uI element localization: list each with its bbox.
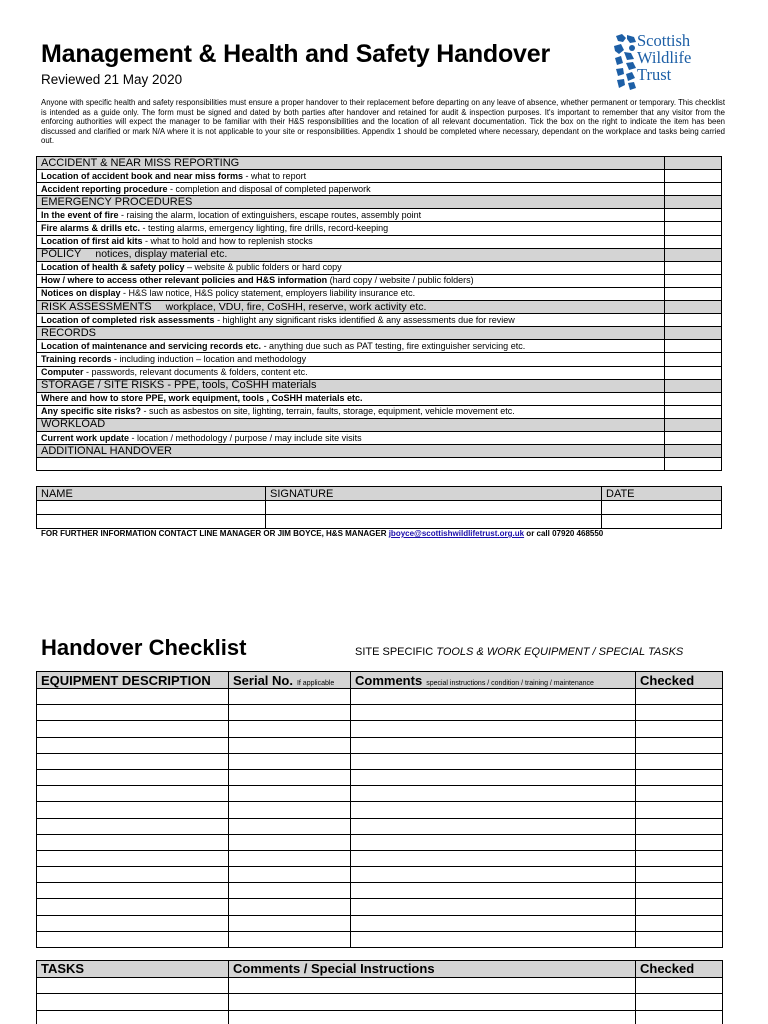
equipment-description-label: EQUIPMENT DESCRIPTION [41,672,211,688]
checklist-row [37,353,722,366]
task-comments-cell[interactable] [229,994,636,1011]
tick-box[interactable] [665,235,722,248]
item-title: Accident reporting procedure [41,183,168,194]
item-description: (hard copy / website / public folders) [327,275,474,286]
equipment-row [37,818,723,834]
checklist-row [37,209,722,222]
checked-header [636,672,723,689]
item-title: Location of completed risk assessments [41,314,215,325]
section-heading [37,196,665,209]
checklist-item [37,209,665,222]
item-title: Where and how to store PPE, work equipment, tools , CoSHH materials etc. [41,393,363,404]
checklist-row [37,170,722,183]
equipment-description-cell[interactable] [37,883,229,899]
section-row [37,418,722,431]
checklist-row [37,222,722,235]
subtitle-plain: SITE SPECIFIC [355,646,437,658]
checked-cell[interactable] [636,883,723,899]
section-label: POLICY [41,248,82,261]
equipment-description-cell[interactable] [37,915,229,931]
serial-no-cell[interactable] [229,721,351,737]
checklist-item [37,287,665,300]
serial-no-note: If applicable [296,679,335,687]
tick-box [665,379,722,392]
tasks-table [36,960,723,1024]
checked-cell[interactable] [636,737,723,753]
task-row [37,1010,723,1024]
checked-cell[interactable] [636,769,723,785]
section-label: EMERGENCY PROCEDURES [41,195,193,208]
serial-no-cell[interactable] [229,818,351,834]
item-description: - H&S law notice, H&S policy statement, employers liability insurance etc. [120,288,416,299]
equipment-description-cell[interactable] [37,867,229,883]
equipment-description-cell[interactable] [37,737,229,753]
equipment-row [37,834,723,850]
checked-cell[interactable] [636,850,723,866]
checklist-row [37,431,722,444]
checklist-item [37,366,665,379]
logo-animals-icon [612,32,640,92]
equipment-description-cell[interactable] [37,834,229,850]
comments-cell[interactable] [351,867,636,883]
comments-cell[interactable] [351,689,636,705]
checked-cell[interactable] [636,721,723,737]
equipment-row [37,705,723,721]
serial-no-cell[interactable] [229,705,351,721]
equipment-description-cell[interactable] [37,753,229,769]
section-heading [37,379,665,392]
item-description: - anything due such as PAT testing, fire extinguisher servicing etc. [261,340,526,351]
comments-cell[interactable] [351,818,636,834]
checklist-item [37,353,665,366]
checklist-title: Handover Checklist [41,635,247,660]
checklist-row [37,235,722,248]
item-title: Computer [41,367,84,378]
equipment-table [36,671,723,948]
serial-no-cell[interactable] [229,899,351,915]
checklist-row [37,405,722,418]
section-row [37,196,722,209]
scottish-wildlife-trust-logo [612,32,724,92]
section-label: RISK ASSESSMENTS [41,300,152,313]
comments-cell[interactable] [351,915,636,931]
task-row [37,994,723,1011]
checklist-row [37,340,722,353]
section-label: ACCIDENT & NEAR MISS REPORTING [41,156,240,169]
item-description: - location / methodology / purpose / may include site visits [129,432,362,443]
tasks-checked-header: Checked [636,961,723,978]
item-description: - including induction – location and methodology [111,353,307,364]
tick-box[interactable] [665,366,722,379]
signature-field[interactable] [266,501,602,515]
task-cell[interactable] [37,994,229,1011]
comments-cell[interactable] [351,737,636,753]
task-row [37,977,723,994]
comments-cell[interactable] [351,786,636,802]
tick-box [665,301,722,314]
section-label: RECORDS [41,326,97,339]
comments-cell[interactable] [351,705,636,721]
section-heading [37,157,665,170]
item-description: - such as asbestos on site, lighting, terrain, faults, storage, equipment, vehicle movement etc. [141,406,515,417]
comments-cell[interactable] [351,802,636,818]
item-description: - raising the alarm, location of extinguishers, escape routes, assembly point [118,209,422,220]
section-row [37,327,722,340]
name-field[interactable] [37,501,266,515]
checked-cell[interactable] [636,915,723,931]
item-description: - completion and disposal of completed paperwork [167,183,371,194]
comments-cell[interactable] [351,834,636,850]
tasks-header: TASKS [37,961,229,978]
checklist-row [37,274,722,287]
serial-no-cell[interactable] [229,689,351,705]
tick-box[interactable] [665,405,722,418]
equipment-row [37,850,723,866]
equipment-description-cell[interactable] [37,705,229,721]
handover-checklist-table [36,156,722,471]
item-title: In the event of fire [41,209,119,220]
equipment-description-cell[interactable] [37,931,229,947]
checked-cell[interactable] [636,818,723,834]
section-heading [37,445,665,458]
tick-box[interactable] [665,261,722,274]
name-header: NAME [37,487,266,501]
comments-cell[interactable] [351,883,636,899]
item-title: Location of accident book and near miss forms [41,170,244,181]
serial-no-cell[interactable] [229,867,351,883]
tick-box[interactable] [665,287,722,300]
item-title: How / where to access other relevant policies and H&S information [41,275,328,286]
comments-cell[interactable] [351,850,636,866]
section-label: STORAGE / SITE RISKS [41,379,165,392]
item-description: - testing alarms, emergency lighting, fire drills, record-keeping [140,223,389,234]
tick-box [665,157,722,170]
item-description: - passwords, relevant documents & folders, content etc. [83,367,308,378]
serial-no-cell[interactable] [229,786,351,802]
section-label: ADDITIONAL HANDOVER [41,444,173,457]
equipment-row [37,769,723,785]
checklist-item [37,405,665,418]
section-heading [37,327,665,340]
contact-prefix: FOR FURTHER INFORMATION CONTACT LINE MANAGER OR JIM BOYCE, H&S MANAGER [41,529,389,538]
logo-text-line1: Scottish [637,31,691,50]
checked-cell[interactable] [636,802,723,818]
equipment-row [37,883,723,899]
section-heading [37,301,665,314]
signature-field[interactable] [266,515,602,529]
item-description: - highlight any significant risks identified & any assessments due for review [214,314,515,325]
checked-cell[interactable] [636,899,723,915]
section-row [37,379,722,392]
contact-line [41,529,603,538]
tick-box[interactable] [665,392,722,405]
equipment-description-cell[interactable] [37,721,229,737]
serial-no-label: Serial No. [233,672,293,688]
equipment-row [37,915,723,931]
contact-email-link[interactable]: jboyce@scottishwildlifetrust.org.uk [388,529,525,538]
equipment-row [37,753,723,769]
equipment-description-cell[interactable] [37,769,229,785]
serial-no-cell[interactable] [229,883,351,899]
checklist-item [37,235,665,248]
comments-label: Comments [355,672,423,688]
tick-box[interactable] [665,458,722,471]
equipment-row [37,721,723,737]
checklist-row [37,287,722,300]
section-row [37,445,722,458]
tick-box [665,196,722,209]
comments-cell[interactable] [351,899,636,915]
tick-box[interactable] [665,340,722,353]
equipment-row [37,802,723,818]
task-checked-cell[interactable] [636,1010,723,1024]
comments-cell[interactable] [351,721,636,737]
task-cell[interactable] [37,977,229,994]
serial-no-cell[interactable] [229,931,351,947]
checklist-item [37,261,665,274]
serial-no-header [229,672,351,689]
comments-cell[interactable] [351,769,636,785]
signature-header: SIGNATURE [266,487,602,501]
checklist-item [37,340,665,353]
item-title: Location of maintenance and servicing records etc. [41,340,262,351]
equipment-row [37,689,723,705]
equipment-row [37,737,723,753]
item-description: - what to hold and how to replenish stocks [142,236,313,247]
equipment-description-header [37,672,229,689]
date-field[interactable] [602,501,722,515]
checklist-row [37,366,722,379]
task-checked-cell[interactable] [636,977,723,994]
section-row [37,301,722,314]
section-heading [37,418,665,431]
checklist-row [37,458,722,471]
checked-cell[interactable] [636,931,723,947]
name-field[interactable] [37,515,266,529]
intro-paragraph: Anyone with specific health and safety responsibilities must ensure a proper handover to their replacement before departing on any leave of absence, whether permanent or temporary. This checklist is intended as a guide only. The form must be signed and dated by both parties after handover and retained for audit & inspection purposes. It's important to remember that any visitor from the enforcing authorities will expect the manager to be familiar with their H&S responsibilities and the location of all relevant documentation. Tick the box on the right to indicate the item has been discussed and clarified or mark N/A where it is not applicable to your site or responsibilities. Appendix 1 should be completed where necessary, dependant on the workplace and tasks being carried out. [41,98,725,146]
item-description: - what to report [243,170,307,181]
checklist-row [37,183,722,196]
comments-cell[interactable] [351,753,636,769]
equipment-description-cell[interactable] [37,802,229,818]
checked-cell[interactable] [636,753,723,769]
task-comments-cell[interactable] [229,977,636,994]
equipment-row [37,786,723,802]
tick-box[interactable] [665,222,722,235]
checked-label: Checked [640,672,695,688]
checklist-item [37,458,665,471]
tick-box[interactable] [665,314,722,327]
logo-text-line3: Trust [637,65,672,84]
date-header: DATE [602,487,722,501]
page-title: Management & Health and Safety Handover [41,40,550,68]
equipment-row [37,899,723,915]
section-row [37,157,722,170]
item-title: Notices on display [41,288,121,299]
checklist-row [37,314,722,327]
checklist-row [37,261,722,274]
tick-box[interactable] [665,183,722,196]
tick-box [665,418,722,431]
tick-box[interactable] [665,209,722,222]
logo-text-line2: Wildlife [637,48,692,67]
task-cell[interactable] [37,1010,229,1024]
item-title: Training records [41,353,112,364]
equipment-row [37,867,723,883]
checklist-item [37,431,665,444]
signoff-table [36,486,722,529]
task-comments-cell[interactable] [229,1010,636,1024]
tick-box[interactable] [665,431,722,444]
tick-box[interactable] [665,274,722,287]
equipment-description-cell[interactable] [37,786,229,802]
checked-cell[interactable] [636,705,723,721]
serial-no-cell[interactable] [229,753,351,769]
item-title: Location of health & safety policy [41,262,185,273]
comments-cell[interactable] [351,931,636,947]
checked-cell[interactable] [636,689,723,705]
item-description: – website & public folders or hard copy [184,262,342,273]
section-note: - PPE, tools, CoSHH materials [164,379,317,392]
checklist-item [37,314,665,327]
serial-no-cell[interactable] [229,737,351,753]
section-row [37,248,722,261]
subtitle-italic: TOOLS & WORK EQUIPMENT / SPECIAL TASKS [436,646,684,658]
checked-cell[interactable] [636,867,723,883]
section-label: WORKLOAD [41,418,106,431]
item-title: Fire alarms & drills etc. [41,223,141,234]
reviewed-date: Reviewed 21 May 2020 [41,72,183,87]
tick-box [665,248,722,261]
equipment-description-cell[interactable] [37,899,229,915]
checked-cell[interactable] [636,834,723,850]
tick-box [665,445,722,458]
tick-box [665,327,722,340]
checked-cell[interactable] [636,786,723,802]
contact-suffix: or call 07920 468550 [524,529,604,538]
checklist-item [37,183,665,196]
serial-no-cell[interactable] [229,802,351,818]
item-title: Location of first aid kits [41,236,143,247]
comments-note: special instructions / condition / training / maintenance [426,679,594,687]
tasks-comments-header: Comments / Special Instructions [229,961,636,978]
task-checked-cell[interactable] [636,994,723,1011]
checklist-subtitle [355,646,683,658]
checklist-item [37,274,665,287]
equipment-description-cell[interactable] [37,818,229,834]
tick-box[interactable] [665,170,722,183]
section-note: workplace, VDU, fire, CoSHH, reserve, work activity etc. [165,300,427,313]
equipment-description-cell[interactable] [37,689,229,705]
section-heading [37,248,665,261]
serial-no-cell[interactable] [229,769,351,785]
serial-no-cell[interactable] [229,850,351,866]
comments-header [351,672,636,689]
section-note: notices, display material etc. [95,248,228,261]
checklist-item [37,392,665,405]
tick-box[interactable] [665,353,722,366]
checklist-item [37,170,665,183]
checklist-row [37,392,722,405]
checklist-item [37,222,665,235]
equipment-description-cell[interactable] [37,850,229,866]
item-title: Current work update [41,432,130,443]
item-title: Any specific site risks? [41,406,142,417]
serial-no-cell[interactable] [229,915,351,931]
equipment-row [37,931,723,947]
serial-no-cell[interactable] [229,834,351,850]
date-field[interactable] [602,515,722,529]
